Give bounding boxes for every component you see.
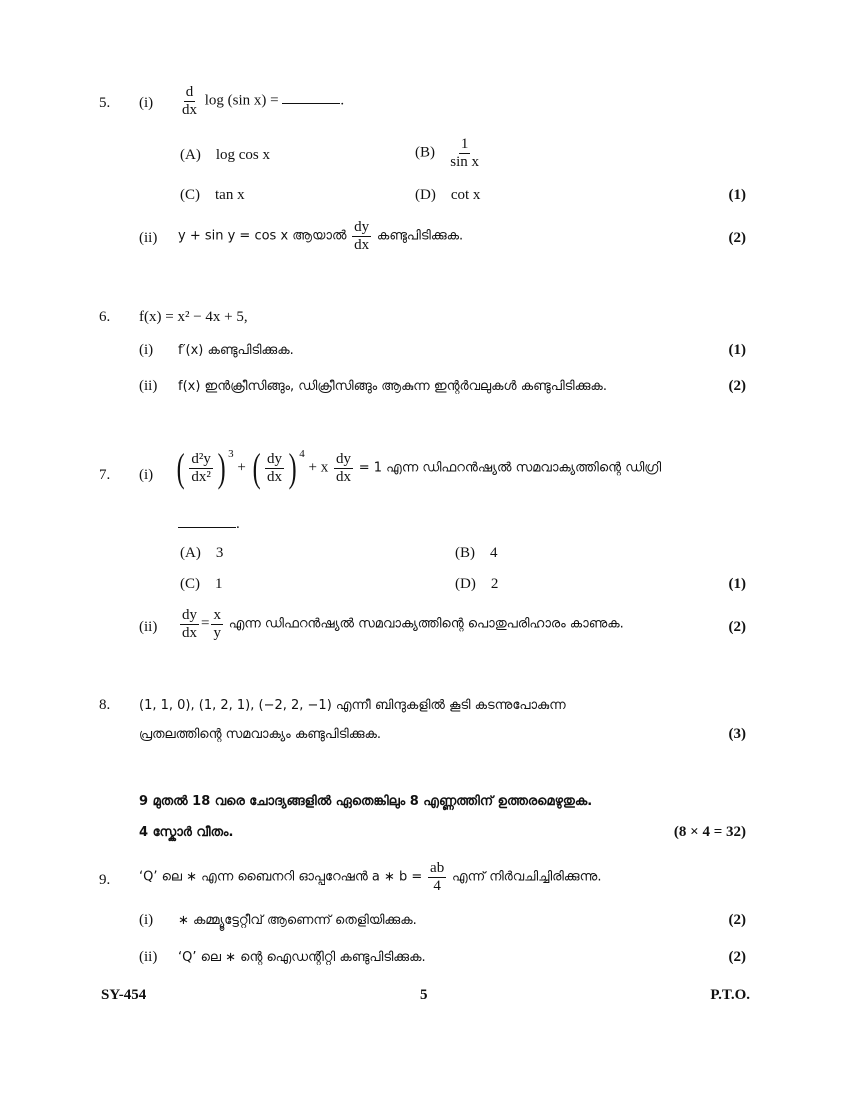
q7-option-a [180,545,223,562]
footer-page-number: 5 [420,987,428,1003]
q9-stem-pre: ‘Q’ ലെ ∗ എന്ന ബൈനറി ഓപ്പറേഷൻ a ∗ b = [139,869,423,885]
term1-fraction [189,451,213,485]
answer-blank [282,91,340,104]
frac-den: dx [266,468,282,485]
option-label: (C) [180,187,200,203]
q5-i-derivative-fraction [180,84,199,118]
q5-i-marks: (1) [728,187,746,203]
q7-ii-label: (ii) [139,619,158,635]
footer-paper-code: SY-454 [101,987,147,1003]
section-instruction: 9 മുതൽ 18 വരെ ചോദ്യങ്ങളിൽ ഏതെങ്കിലും 8 എണ്ണത്തിന് ഉത്തരമെഴുതുക. [139,794,593,809]
q6-i-label: (i) [139,342,154,358]
q5-i-frac-den: dx [182,101,197,118]
q9-stem [139,860,601,894]
frac-num: dy [266,451,282,467]
option-value: cot x [450,187,481,203]
q7-ii-question [178,607,624,641]
plus-sign: + [237,459,246,476]
frac-num: ab [430,860,445,876]
q5-ii-question [178,219,463,253]
q7-i-marks: (1) [728,576,746,592]
q5-ii-label: (ii) [139,230,158,246]
q7-i-tail: = 1 എന്ന ഡിഫറൻഷ്യൽ സമവാക്യത്തിന്റെ ഡിഗ്രി [358,460,662,476]
option-value: 3 [215,545,224,561]
q5-option-d [415,187,480,204]
q8-marks: (3) [728,726,746,742]
frac-den: dx [354,236,370,253]
option-value: tan x [215,187,245,203]
q7-i-label: (i) [139,467,154,483]
q9-ii-marks: (2) [728,949,746,965]
option-label: (A) [180,545,201,561]
frac-num: d²y [191,451,211,467]
q5-option-a [180,147,270,164]
equals-sign: = [201,615,210,632]
q8-line2: പ്രതലത്തിന്റെ സമവാക്യം കണ്ടുപിടിക്കുക. [139,727,382,742]
q7-option-d [455,576,498,593]
q6-ii-marks: (2) [728,378,746,394]
q7-option-c [180,576,223,593]
option-value: 2 [490,576,499,592]
option-label: (C) [180,576,200,592]
frac-num: 1 [460,136,469,152]
q5-ii-tail: കണ്ടുപിടിക്കുക. [376,228,464,244]
q6-number: 6. [99,309,111,325]
q5-option-b [415,136,483,170]
frac-num: dy [182,607,197,623]
q6-stem: f(x) = x² − 4x + 5, [139,309,248,325]
option-fraction [448,136,481,170]
option-label: (D) [455,576,476,592]
q6-ii-label: (ii) [139,378,158,394]
q5-ii-fraction [352,219,371,253]
option-label: (B) [455,545,475,561]
term2-fraction [265,451,284,485]
q7-number: 7. [99,467,111,483]
q9-stem-post: എന്ന് നിർവചിച്ചിരിക്കുന്നു. [451,869,602,885]
frac-num: dy [354,219,370,235]
q9-number: 9. [99,872,111,888]
q6-ii-text: f(x) ഇൻക്രീസിങ്ങും, ഡിക്രീസിങ്ങും ആകുന്ന ഇന്റർവലുകൾ കണ്ടുപിടിക്കുക. [178,379,607,394]
plus-x: + x [308,459,329,476]
paren-group-1: ( $\frac{\text{d²y}}{\text{dx²}}$ ) $^3$ [176,445,234,490]
frac-den: sin x [450,153,480,170]
q7-answer-blank: . [178,515,240,533]
option-value: log cos x [215,147,270,163]
term1-exponent: 3 [228,448,234,460]
q7-ii-rhs-fraction [211,607,223,641]
term2-exponent: 4 [299,448,305,460]
option-value: 4 [490,545,498,561]
frac-den: y [213,624,221,641]
q5-option-c [180,187,245,204]
q5-i-question: $\frac{d}{dx}$ log (sin x) = . [182,84,345,118]
q5-ii-marks: (2) [728,230,746,246]
frac-num: dy [336,451,351,467]
q7-ii-lhs-fraction [180,607,199,641]
q5-number: 5. [99,95,111,111]
footer-pto: P.T.O. [710,987,750,1003]
q9-stem-fraction [428,860,446,894]
q6-i-text: f′(x) കണ്ടുപിടിക്കുക. [178,343,294,358]
q5-i-label: (i) [139,95,154,111]
frac-den: 4 [433,877,441,894]
frac-den: dx [336,468,351,485]
q9-i-text: ∗ കമ്മ്യൂട്ടേറ്റീവ് ആണെന്ന് തെളിയിക്കുക. [178,913,417,928]
paren-group-2: ( $\frac{dy}{dx}$ ) $^4$ [252,445,305,490]
q5-i-expression: log (sin x) = [204,92,279,109]
q7-ii-marks: (2) [728,619,746,635]
q9-ii-label: (ii) [139,949,158,965]
q9-i-label: (i) [139,912,154,928]
option-label: (B) [415,144,435,161]
q8-line1 [139,697,566,714]
q8-line1-text: (1, 1, 0), (1, 2, 1), (−2, 2, −1) എന്നീ ബിന്ദുകളിൽ കൂടി കടന്നുപോകുന്ന [139,698,566,713]
option-label: (A) [180,147,201,163]
section-score-note: 4 സ്കോർ വീതം. [139,825,234,840]
option-value: 1 [215,576,223,592]
q7-i-equation [174,445,662,490]
frac-den: dx [182,624,197,641]
q7-ii-text: എന്ന ഡിഫറൻഷ്യൽ സമവാക്യത്തിന്റെ പൊതുപരിഹാരം കാണുക. [228,616,624,632]
q5-i-frac-num: d [185,84,194,100]
frac-num: x [213,607,221,623]
option-label: (D) [415,187,436,203]
q9-ii-text: ‘Q’ ലെ ∗ ന്റെ ഐഡന്റിറ്റി കണ്ടുപിടിക്കുക. [178,950,426,965]
section-marks: (8 × 4 = 32) [673,824,746,840]
q7-option-b [455,545,498,562]
term3-fraction [334,451,353,485]
q5-ii-expression: y + sin y = cos x ആയാൽ [178,228,347,244]
q9-i-marks: (2) [728,912,746,928]
q8-number: 8. [99,697,111,713]
frac-den: dx² [191,468,211,485]
q6-i-marks: (1) [728,342,746,358]
